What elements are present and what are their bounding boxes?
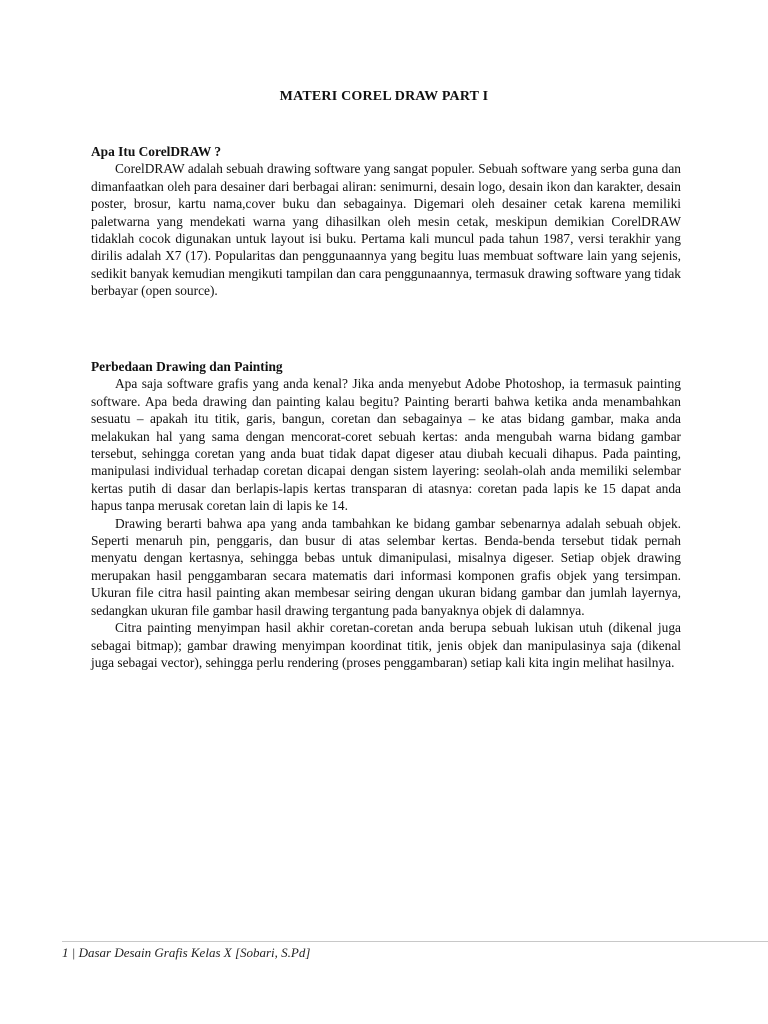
section-coreldraw [91, 143, 681, 300]
footer-divider [62, 941, 768, 942]
section-heading: Perbedaan Drawing dan Painting [91, 359, 283, 374]
paragraph: Apa saja software grafis yang anda kenal? Jika anda menyebut Adobe Photoshop, ia termasuk painting software. Apa beda drawing dan painting kalau begitu? Painting berarti bahwa ketika anda menambahkan sesuatu – apakah itu titik, garis, bangun, coretan dan sebagainya – ke atas bidang gambar, maka anda melakukan hal yang sama dengan mencorat-coret sebuah kertas: anda mengubah warna bidang gambar tersebut, sehingga coretan yang anda buat tidak dapat digeser atau diubah kecuali dihapus. Pada painting, manipulasi individual terhadap coretan dicapai dengan sistem layering: seolah-olah anda memiliki selembar kertas putih di dasar dan berlapis-lapis kertas transparan di atasnya: coretan pada lapis ke 15 dapat anda hapus tanpa merusak coretan lain di lapis ke 14. [91, 376, 681, 514]
paragraph: Drawing berarti bahwa apa yang anda tambahkan ke bidang gambar sebenarnya adalah sebuah objek. Seperti menaruh pin, penggaris, dan busur di atas selembar kertas. Benda-benda tersebut tidak pernah menyatu dengan kertasnya, sehingga bebas untuk dimanipulasi, misalnya digeser. Setiap objek drawing merupakan hasil penggambaran secara matematis dari informasi komponen grafis objek yang tersimpan. Ukuran file citra hasil painting akan membesar seiring dengan ukuran bidang gambar dan jumlah layernya, sedangkan ukuran file gambar hasil drawing tergantung pada banyaknya objek di dalamnya. [91, 515, 681, 618]
page-footer: 1 | Dasar Desain Grafis Kelas X [Sobari, S.Pd] [62, 945, 311, 960]
document-title: MATERI COREL DRAW PART I [279, 89, 489, 104]
section-heading: Apa Itu CorelDRAW ? [91, 144, 222, 159]
paragraph: Citra painting menyimpan hasil akhir coretan-coretan anda berupa sebuah lukisan utuh (dikenal juga sebagai bitmap); gambar drawing menyimpan koordinat titik, jenis objek dan manipulasinya saja (dikenal juga sebagai vector), sehingga perlu rendering (proses penggambaran) setiap kali kita ingin melihat hasilnya. [91, 620, 681, 670]
section-drawing-vs-painting [91, 358, 681, 671]
paragraph: CorelDRAW adalah sebuah drawing software yang sangat populer. Sebuah software yang serba guna dan dimanfaatkan oleh para desainer dari berbagai aliran: senimurni, desain logo, desain ikon dan karakter, desain poster, brosur, kartu nama,cover buku dan sebagainya. Digemari oleh desainer cetak karena memiliki paletwarna yang mendekati warna yang dihasilkan oleh mesin cetak, meskipun demikian CorelDRAW tidaklah cocok digunakan untuk layout isi buku. Pertama kali muncul pada tahun 1987, versi terakhir yang dirilis adalah X7 (17). Popularitas dan penggunaannya yang begitu luas membuat software lain yang sejenis, sedikit banyak kemudian mengikuti tampilan dan cara penggunaannya, termasuk drawing software yang tidak berbayar (open source). [91, 161, 681, 299]
